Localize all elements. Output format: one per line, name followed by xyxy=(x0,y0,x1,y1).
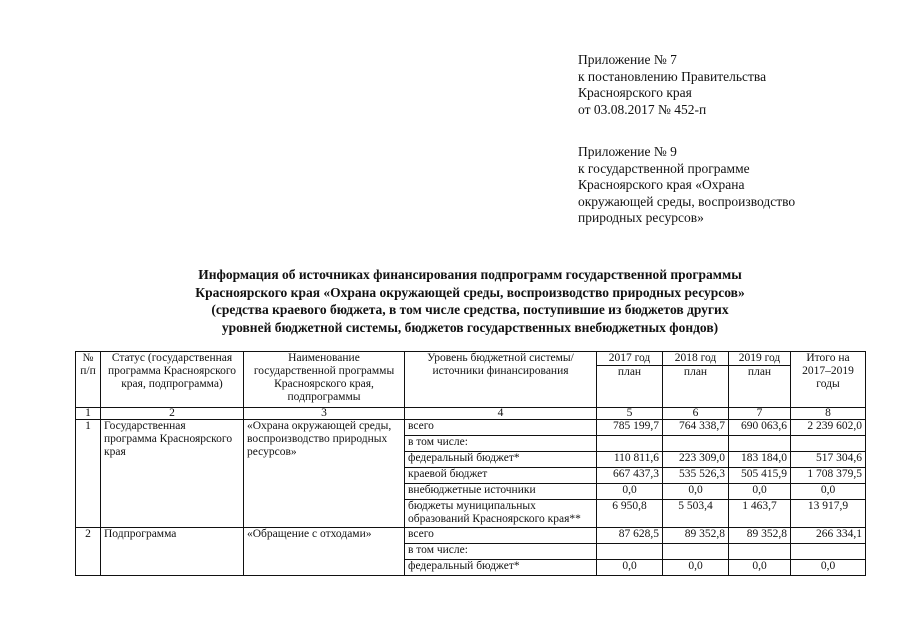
appendix-line: природных ресурсов» xyxy=(578,210,704,225)
cell-2018: 0,0 xyxy=(663,560,729,576)
appendix-line: от 03.08.2017 № 452-п xyxy=(578,101,707,117)
cell-2018: 89 352,8 xyxy=(663,528,729,544)
cell-2019 xyxy=(729,544,791,560)
cell-2019: 505 415,9 xyxy=(729,468,791,484)
document-title xyxy=(120,266,820,336)
cell-2018 xyxy=(663,544,729,560)
row-level: федеральный бюджет* xyxy=(405,560,597,576)
title-line: Информация об источниках финансирования подпрограмм государственной программы xyxy=(198,267,742,282)
header-year: 2017 год xyxy=(597,352,662,366)
table-row xyxy=(76,528,866,544)
col-number: 7 xyxy=(729,408,791,420)
header-plan: план xyxy=(617,366,642,378)
table-header-row xyxy=(76,352,866,408)
row-num: 2 xyxy=(76,528,101,576)
cell-2019: 183 184,0 xyxy=(729,452,791,468)
header-name: Наименование государственной программы Красноярского края, подпрограммы xyxy=(244,352,405,408)
header-num: № п/п xyxy=(76,352,101,408)
appendix-9-header xyxy=(578,144,795,227)
col-number: 1 xyxy=(76,408,101,420)
cell-2018: 535 526,3 xyxy=(663,468,729,484)
cell-2019: 0,0 xyxy=(729,560,791,576)
cell-2018: 223 309,0 xyxy=(663,452,729,468)
cell-2017 xyxy=(597,544,663,560)
header-status: Статус (государственная программа Красноярского края, подпрограмма) xyxy=(101,352,244,408)
header-year: 2019 год xyxy=(729,352,790,366)
cell-2017: 667 437,3 xyxy=(597,468,663,484)
cell-total xyxy=(791,544,866,560)
cell-2019 xyxy=(729,436,791,452)
cell-total: 517 304,6 xyxy=(791,452,866,468)
cell-2019: 690 063,6 xyxy=(729,420,791,436)
appendix-line: к государственной программе xyxy=(578,160,750,176)
cell-2017 xyxy=(597,436,663,452)
header-year: 2018 год xyxy=(663,352,728,366)
cell-2018: 0,0 xyxy=(663,484,729,500)
cell-total: 1 708 379,5 xyxy=(791,468,866,484)
cell-total: 0,0 xyxy=(791,484,866,500)
title-line: (средства краевого бюджета, в том числе средства, поступившие из бюджетов других xyxy=(211,302,729,317)
col-number: 8 xyxy=(791,408,866,420)
row-status: Государственная программа Красноярского края xyxy=(101,420,244,528)
cell-total: 13 917,9 xyxy=(791,500,866,528)
header-2018 xyxy=(663,352,729,408)
cell-total: 2 239 602,0 xyxy=(791,420,866,436)
cell-total: 0,0 xyxy=(791,560,866,576)
cell-2017: 87 628,5 xyxy=(597,528,663,544)
header-total: Итого на 2017–2019 годы xyxy=(791,352,866,408)
cell-2019: 1 463,7 xyxy=(729,500,791,528)
row-num: 1 xyxy=(76,420,101,528)
appendix-line: Приложение № 9 xyxy=(578,144,677,159)
cell-2017: 110 811,6 xyxy=(597,452,663,468)
title-line: уровней бюджетной системы, бюджетов государственных внебюджетных фондов) xyxy=(221,319,719,335)
financing-table xyxy=(75,351,866,576)
cell-total: 266 334,1 xyxy=(791,528,866,544)
cell-2017: 785 199,7 xyxy=(597,420,663,436)
appendix-line: Красноярского края «Охрана xyxy=(578,177,745,192)
table-row xyxy=(76,420,866,436)
header-plan: план xyxy=(683,366,708,378)
row-level: в том числе: xyxy=(405,436,597,452)
cell-2017: 6 950,8 xyxy=(597,500,663,528)
row-program-name: «Обращение с отходами» xyxy=(244,528,405,576)
col-number: 2 xyxy=(101,408,244,420)
title-line: Красноярского края «Охрана окружающей среды, воспроизводство природных ресурсов» xyxy=(195,284,745,300)
row-level: в том числе: xyxy=(405,544,597,560)
cell-2018: 764 338,7 xyxy=(663,420,729,436)
row-level: всего xyxy=(405,528,597,544)
header-level: Уровень бюджетной системы/источники финансирования xyxy=(405,352,597,408)
col-number: 3 xyxy=(244,408,405,420)
header-2017 xyxy=(597,352,663,408)
col-number: 4 xyxy=(405,408,597,420)
row-program-name: «Охрана окружающей среды, воспроизводство природных ресурсов» xyxy=(244,420,405,528)
cell-total xyxy=(791,436,866,452)
cell-2019: 0,0 xyxy=(729,484,791,500)
row-level: бюджеты муниципальных образований Красноярского края** xyxy=(405,500,597,528)
row-level: федеральный бюджет* xyxy=(405,452,597,468)
row-level: краевой бюджет xyxy=(405,468,597,484)
cell-2018 xyxy=(663,436,729,452)
appendix-line: окружающей среды, воспроизводство xyxy=(578,193,796,209)
cell-2018: 5 503,4 xyxy=(663,500,729,528)
col-number: 5 xyxy=(597,408,663,420)
column-number-row xyxy=(76,408,866,420)
row-level: всего xyxy=(405,420,597,436)
cell-2019: 89 352,8 xyxy=(729,528,791,544)
appendix-line: к постановлению Правительства xyxy=(578,68,767,84)
header-2019 xyxy=(729,352,791,408)
appendix-7-header xyxy=(578,52,766,118)
header-plan: план xyxy=(747,366,772,378)
cell-2017: 0,0 xyxy=(597,484,663,500)
row-status: Подпрограмма xyxy=(101,528,244,576)
row-level: внебюджетные источники xyxy=(405,484,597,500)
cell-2017: 0,0 xyxy=(597,560,663,576)
appendix-line: Приложение № 7 xyxy=(578,52,677,67)
col-number: 6 xyxy=(663,408,729,420)
appendix-line: Красноярского края xyxy=(578,85,692,100)
